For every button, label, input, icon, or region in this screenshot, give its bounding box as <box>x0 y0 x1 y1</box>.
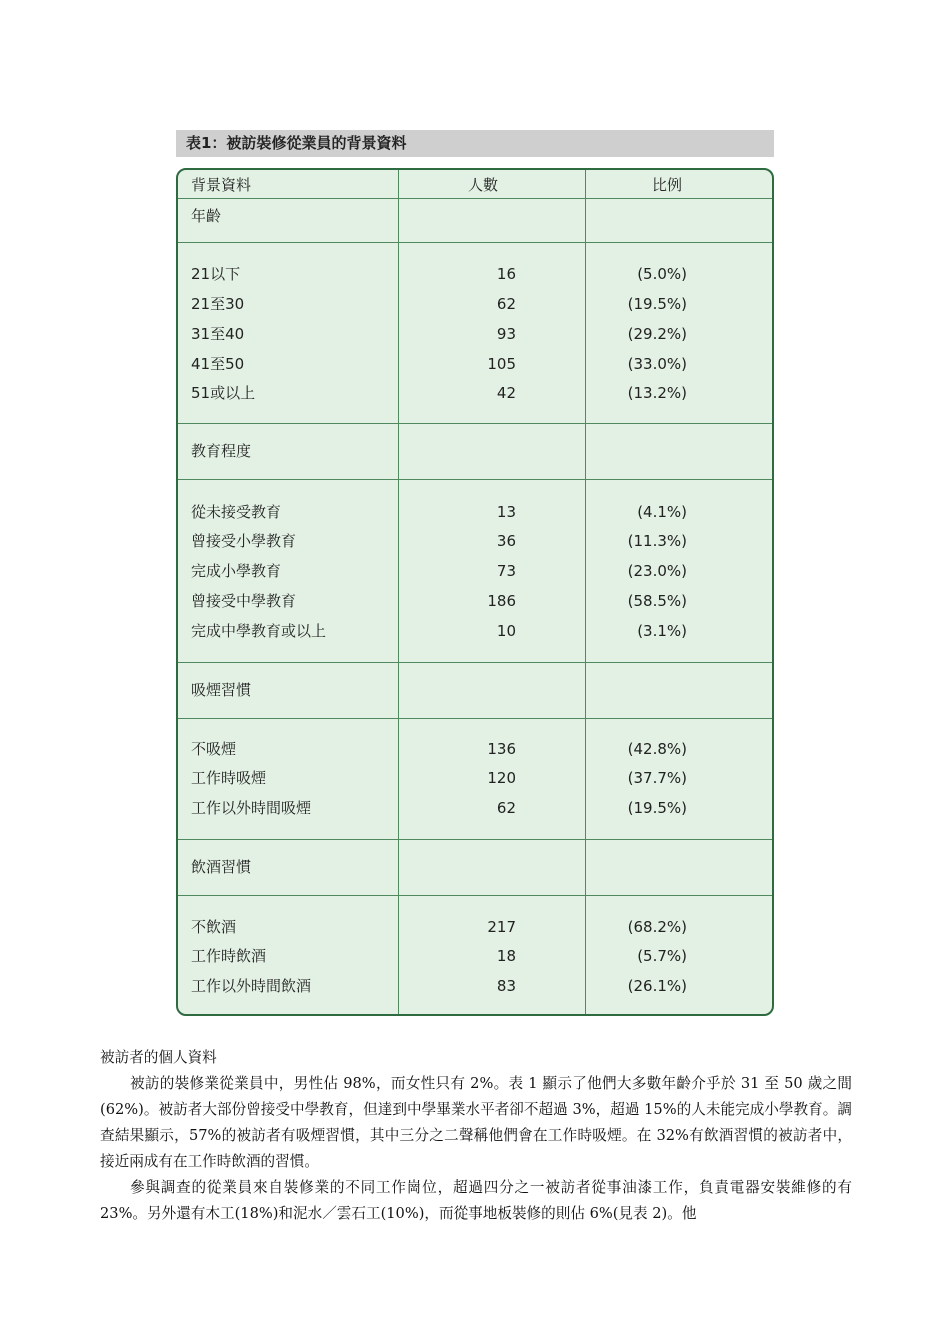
row-count: 83 <box>496 977 516 995</box>
background-data-table <box>176 168 774 1016</box>
column-divider <box>398 170 399 1014</box>
row-label: 工作以外時間吸煙 <box>191 799 312 817</box>
table-caption: 表1：被訪裝修從業員的背景資料 <box>176 130 774 157</box>
paragraph: 參與調查的從業員來自裝修業的不同工作崗位，超過四分之一被訪者從事油漆工作，負責電器安裝維修的有 23%。另外還有木工(18%)和泥水／雲石工(10%)，而從事地板裝修的則佔 6%(見表 2)。他 <box>100 1179 852 1222</box>
row-label: 曾接受中學教育 <box>191 592 297 610</box>
row-label: 曾接受小學教育 <box>191 532 297 550</box>
row-count: 36 <box>496 532 516 550</box>
row-label: 21以下 <box>191 265 241 283</box>
row-percent: (3.1%) <box>637 622 687 640</box>
row-count: 93 <box>496 325 516 343</box>
row-label: 21至30 <box>191 295 245 313</box>
row-percent: (23.0%) <box>627 562 687 580</box>
row-label: 41至50 <box>191 355 245 373</box>
row-label: 工作以外時間飲酒 <box>191 977 312 995</box>
row-count: 136 <box>487 740 516 758</box>
row-count: 42 <box>496 384 516 402</box>
row-percent: (5.0%) <box>637 265 687 283</box>
row-percent: (37.7%) <box>627 769 687 787</box>
row-count: 18 <box>496 947 516 965</box>
row-percent: (11.3%) <box>627 532 687 550</box>
row-percent: (19.5%) <box>627 295 687 313</box>
row-divider <box>178 423 772 424</box>
row-percent: (26.1%) <box>627 977 687 995</box>
section-heading: 被訪者的個人資料 <box>100 1049 217 1066</box>
row-count: 16 <box>496 265 516 283</box>
paragraph: 被訪的裝修業從業員中，男性佔 98%，而女性只有 2%。表 1 顯示了他們大多數年齡介乎於 31 至 50 歲之間(62%)。被訪者大部份曾接受中學教育，但達到中學畢業水平者卻不超過 3%，超過 15%的人未能完成小學教育。調查結果顯示，57%的被訪者有吸煙習慣，其中三分之二聲稱他們會在工作時吸煙。在 32%有飲酒習慣的被訪者中，接近兩成有在工作時飲酒的習慣。 <box>100 1075 852 1170</box>
row-percent: (42.8%) <box>627 740 687 758</box>
row-label: 完成中學教育或以上 <box>191 622 327 640</box>
row-label: 不飲酒 <box>191 918 237 936</box>
row-percent: (13.2%) <box>627 384 687 402</box>
row-label: 工作時飲酒 <box>191 947 267 965</box>
row-count: 105 <box>487 355 516 373</box>
row-count: 10 <box>496 622 516 640</box>
row-label: 從未接受教育 <box>191 503 282 521</box>
section-title: 教育程度 <box>191 442 252 460</box>
row-count: 217 <box>487 918 516 936</box>
row-percent: (29.2%) <box>627 325 687 343</box>
row-percent: (68.2%) <box>627 918 687 936</box>
section-title: 年齡 <box>191 207 222 225</box>
column-header: 人數 <box>468 176 499 194</box>
row-percent: (58.5%) <box>627 592 687 610</box>
column-divider <box>585 170 586 1014</box>
row-count: 62 <box>496 295 516 313</box>
row-label: 工作時吸煙 <box>191 769 267 787</box>
section-title: 吸煙習慣 <box>191 681 252 699</box>
row-label: 31至40 <box>191 325 245 343</box>
row-percent: (33.0%) <box>627 355 687 373</box>
row-divider <box>178 839 772 840</box>
row-divider <box>178 718 772 719</box>
row-count: 120 <box>487 769 516 787</box>
row-divider <box>178 479 772 480</box>
row-percent: (5.7%) <box>637 947 687 965</box>
row-label: 不吸煙 <box>191 740 237 758</box>
row-count: 186 <box>487 592 516 610</box>
column-header: 比例 <box>652 176 683 194</box>
row-divider <box>178 895 772 896</box>
section-title: 飲酒習慣 <box>191 858 252 876</box>
row-divider <box>178 198 772 199</box>
row-divider <box>178 662 772 663</box>
row-divider <box>178 242 772 243</box>
row-count: 62 <box>496 799 516 817</box>
body-text <box>100 1045 852 1227</box>
row-count: 73 <box>496 562 516 580</box>
row-percent: (4.1%) <box>637 503 687 521</box>
row-label: 51或以上 <box>191 384 256 402</box>
row-percent: (19.5%) <box>627 799 687 817</box>
row-label: 完成小學教育 <box>191 562 282 580</box>
row-count: 13 <box>496 503 516 521</box>
column-header: 背景資料 <box>191 176 252 194</box>
